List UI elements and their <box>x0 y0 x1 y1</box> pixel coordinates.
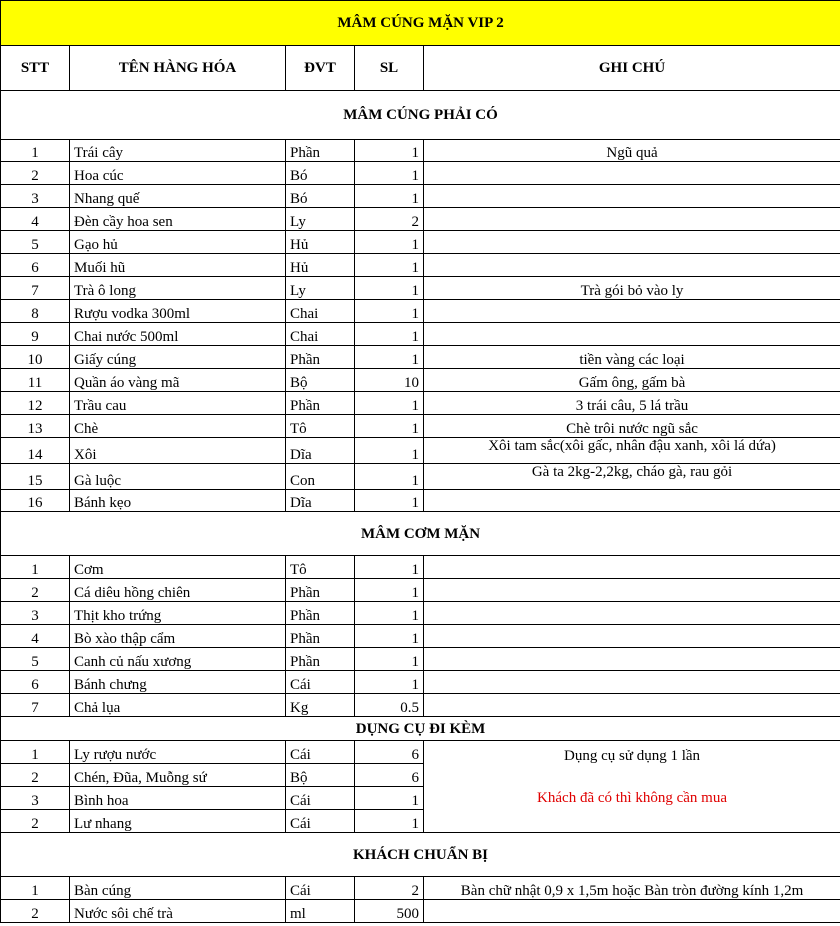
table-row <box>1 900 840 923</box>
cell-unit[interactable]: Hủ <box>286 254 355 277</box>
cell-stt[interactable]: 1 <box>1 877 70 900</box>
cell-qty[interactable]: 1 <box>355 254 424 277</box>
cell-qty[interactable]: 1 <box>355 300 424 323</box>
cell-name[interactable]: Quần áo vàng mã <box>70 369 286 392</box>
cell-unit[interactable]: Bó <box>286 162 355 185</box>
cell-name[interactable]: Cơm <box>70 556 286 579</box>
cell-qty[interactable]: 1 <box>355 185 424 208</box>
cell-stt[interactable]: 1 <box>1 556 70 579</box>
cell-name[interactable]: Thịt kho trứng <box>70 602 286 625</box>
cell-name[interactable]: Trầu cau <box>70 392 286 415</box>
cell-stt[interactable]: 16 <box>1 490 70 512</box>
cell-qty[interactable]: 1 <box>355 810 424 833</box>
cell-name[interactable]: Hoa cúc <box>70 162 286 185</box>
cell-name[interactable]: Bánh kẹo <box>70 490 286 512</box>
cell-stt[interactable]: 6 <box>1 671 70 694</box>
sheet-title[interactable]: MÂM CÚNG MẶN VIP 2 <box>1 1 840 46</box>
cell-stt[interactable]: 1 <box>1 741 70 764</box>
cell-unit[interactable]: Ly <box>286 277 355 300</box>
cell-unit[interactable]: Con <box>286 464 355 490</box>
table-row <box>1 671 840 694</box>
cell-qty[interactable]: 1 <box>355 490 424 512</box>
merged-note-red[interactable]: Khách đã có thì không cần mua <box>424 764 840 833</box>
cell-stt[interactable]: 6 <box>1 254 70 277</box>
cell-name[interactable]: Trà ô long <box>70 277 286 300</box>
header-stt[interactable]: STT <box>1 46 70 91</box>
cell-note[interactable] <box>424 900 840 923</box>
cell-stt[interactable]: 5 <box>1 648 70 671</box>
cell-stt[interactable]: 2 <box>1 162 70 185</box>
section-heading[interactable]: DỤNG CỤ ĐI KÈM <box>1 717 840 741</box>
table-row <box>1 556 840 579</box>
cell-unit[interactable]: Dĩa <box>286 438 355 464</box>
cell-unit[interactable]: Hủ <box>286 231 355 254</box>
table-row <box>1 140 840 162</box>
cell-name[interactable]: Bàn cúng <box>70 877 286 900</box>
cell-note[interactable] <box>424 556 840 579</box>
cell-name[interactable]: Canh củ nấu xương <box>70 648 286 671</box>
table-row <box>1 764 840 787</box>
cell-qty[interactable]: 1 <box>355 323 424 346</box>
cell-name[interactable]: Chai nước 500ml <box>70 323 286 346</box>
header-note[interactable]: GHI CHÚ <box>424 46 840 91</box>
cell-unit[interactable]: Cái <box>286 787 355 810</box>
table-row <box>1 415 840 438</box>
cell-qty[interactable]: 1 <box>355 579 424 602</box>
cell-name[interactable]: Nhang quế <box>70 185 286 208</box>
cell-note[interactable] <box>424 300 840 323</box>
table-row <box>1 208 840 231</box>
cell-qty[interactable]: 1 <box>355 787 424 810</box>
cell-stt[interactable]: 5 <box>1 231 70 254</box>
cell-unit[interactable]: Phần <box>286 602 355 625</box>
cell-unit[interactable]: Ly <box>286 208 355 231</box>
cell-stt[interactable]: 10 <box>1 346 70 369</box>
cell-note[interactable] <box>424 254 840 277</box>
table-row <box>1 231 840 254</box>
cell-unit[interactable]: Chai <box>286 300 355 323</box>
cell-note[interactable] <box>424 208 840 231</box>
cell-name[interactable]: Lư nhang <box>70 810 286 833</box>
table-row <box>1 579 840 602</box>
cell-unit[interactable]: Phần <box>286 648 355 671</box>
table-row <box>1 185 840 208</box>
cell-name[interactable]: Chả lụa <box>70 694 286 717</box>
cell-name[interactable]: Ly rượu nước <box>70 741 286 764</box>
cell-qty[interactable]: 0.5 <box>355 694 424 717</box>
cell-qty[interactable]: 1 <box>355 464 424 490</box>
cell-unit[interactable]: Cái <box>286 810 355 833</box>
cell-note[interactable]: Trà gói bỏ vào ly <box>424 277 840 300</box>
cell-qty[interactable]: 1 <box>355 231 424 254</box>
section-heading[interactable]: KHÁCH CHUẨN BỊ <box>1 833 840 877</box>
cell-note[interactable] <box>424 671 840 694</box>
table-row <box>1 277 840 300</box>
cell-unit[interactable]: Phần <box>286 392 355 415</box>
cell-stt[interactable]: 13 <box>1 415 70 438</box>
cell-name[interactable]: Chè <box>70 415 286 438</box>
cell-name[interactable]: Muối hũ <box>70 254 286 277</box>
cell-note[interactable] <box>424 625 840 648</box>
header-name[interactable]: TÊN HÀNG HÓA <box>70 46 286 91</box>
cell-stt[interactable]: 7 <box>1 694 70 717</box>
cell-note[interactable]: 3 trái câu, 5 lá trầu <box>424 392 840 415</box>
cell-stt[interactable]: 4 <box>1 208 70 231</box>
cell-stt[interactable]: 3 <box>1 185 70 208</box>
cell-stt[interactable]: 8 <box>1 300 70 323</box>
cell-stt[interactable]: 3 <box>1 602 70 625</box>
cell-qty[interactable]: 1 <box>355 556 424 579</box>
cell-qty[interactable]: 1 <box>355 671 424 694</box>
cell-qty[interactable]: 1 <box>355 602 424 625</box>
cell-qty[interactable]: 1 <box>355 438 424 464</box>
table-row <box>1 323 840 346</box>
cell-note[interactable]: Gà ta 2kg-2,2kg, cháo gà, rau gỏi <box>424 464 840 490</box>
cell-stt[interactable]: 14 <box>1 438 70 464</box>
cell-stt[interactable]: 7 <box>1 277 70 300</box>
header-unit[interactable]: ĐVT <box>286 46 355 91</box>
cell-unit[interactable]: Tô <box>286 556 355 579</box>
cell-qty[interactable]: 500 <box>355 900 424 923</box>
cell-stt[interactable]: 2 <box>1 810 70 833</box>
cell-note[interactable]: tiền vàng các loại <box>424 346 840 369</box>
cell-unit[interactable]: Cái <box>286 671 355 694</box>
cell-note[interactable] <box>424 185 840 208</box>
cell-note[interactable] <box>424 323 840 346</box>
cell-stt[interactable]: 4 <box>1 625 70 648</box>
cell-name[interactable]: Giấy cúng <box>70 346 286 369</box>
cell-unit[interactable]: Chai <box>286 323 355 346</box>
header-qty[interactable]: SL <box>355 46 424 91</box>
cell-unit[interactable]: Kg <box>286 694 355 717</box>
cell-stt[interactable]: 12 <box>1 392 70 415</box>
cell-note[interactable]: Bàn chữ nhật 0,9 x 1,5m hoặc Bàn tròn đường kính 1,2m <box>424 877 840 900</box>
table-row <box>1 648 840 671</box>
cell-qty[interactable]: 6 <box>355 741 424 764</box>
cell-name[interactable]: Cá diêu hồng chiên <box>70 579 286 602</box>
cell-stt[interactable]: 2 <box>1 579 70 602</box>
table-row <box>1 741 840 764</box>
cell-qty[interactable]: 1 <box>355 277 424 300</box>
cell-unit[interactable]: Bó <box>286 185 355 208</box>
cell-qty[interactable]: 1 <box>355 162 424 185</box>
cell-stt[interactable]: 1 <box>1 140 70 162</box>
cell-stt[interactable]: 3 <box>1 787 70 810</box>
cell-qty[interactable]: 1 <box>355 625 424 648</box>
cell-stt[interactable]: 2 <box>1 900 70 923</box>
cell-unit[interactable]: ml <box>286 900 355 923</box>
cell-unit[interactable]: Phần <box>286 346 355 369</box>
cell-note[interactable]: Dụng cụ sử dụng 1 lần <box>424 741 840 764</box>
cell-unit[interactable]: Tô <box>286 415 355 438</box>
cell-note[interactable]: Chè trôi nước ngũ sắc <box>424 415 840 438</box>
cell-qty[interactable]: 1 <box>355 648 424 671</box>
cell-name[interactable]: Gạo hủ <box>70 231 286 254</box>
cell-note[interactable] <box>424 490 840 512</box>
table-row <box>1 490 840 512</box>
cell-name[interactable]: Bánh chưng <box>70 671 286 694</box>
section-heading[interactable]: MÂM CƠM MẶN <box>1 512 840 556</box>
cell-name[interactable]: Trái cây <box>70 140 286 162</box>
cell-note[interactable]: Xôi tam sắc(xôi gấc, nhân đậu xanh, xôi lá dứa) <box>424 438 840 464</box>
table-row <box>1 369 840 392</box>
cell-note[interactable]: Ngũ quả <box>424 140 840 162</box>
cell-qty[interactable]: 1 <box>355 346 424 369</box>
cell-qty[interactable]: 10 <box>355 369 424 392</box>
table-row <box>1 346 840 369</box>
cell-stt[interactable]: 9 <box>1 323 70 346</box>
cell-unit[interactable]: Phần <box>286 579 355 602</box>
table-row <box>1 392 840 415</box>
cell-unit[interactable]: Dĩa <box>286 490 355 512</box>
cell-unit[interactable]: Phần <box>286 625 355 648</box>
table-row <box>1 877 840 900</box>
cell-unit[interactable]: Cái <box>286 877 355 900</box>
cell-qty[interactable]: 1 <box>355 140 424 162</box>
cell-note[interactable] <box>424 694 840 717</box>
table-row <box>1 300 840 323</box>
cell-stt[interactable]: 15 <box>1 464 70 490</box>
cell-note[interactable] <box>424 602 840 625</box>
table-row <box>1 694 840 717</box>
cell-name[interactable]: Đèn cầy hoa sen <box>70 208 286 231</box>
cell-qty[interactable]: 1 <box>355 392 424 415</box>
cell-note[interactable] <box>424 231 840 254</box>
cell-name[interactable]: Gà luộc <box>70 464 286 490</box>
cell-stt[interactable]: 2 <box>1 764 70 787</box>
header-row <box>1 46 840 91</box>
cell-unit[interactable]: Bộ <box>286 369 355 392</box>
cell-note[interactable] <box>424 579 840 602</box>
cell-qty[interactable]: 2 <box>355 877 424 900</box>
cell-name[interactable]: Xôi <box>70 438 286 464</box>
table-row <box>1 602 840 625</box>
cell-name[interactable]: Bò xào thập cẩm <box>70 625 286 648</box>
section-heading[interactable]: MÂM CÚNG PHẢI CÓ <box>1 91 840 140</box>
cell-unit[interactable]: Cái <box>286 741 355 764</box>
table-row <box>1 438 840 464</box>
cell-note[interactable] <box>424 162 840 185</box>
cell-note[interactable]: Gấm ông, gấm bà <box>424 369 840 392</box>
table-row <box>1 625 840 648</box>
cell-name[interactable]: Bình hoa <box>70 787 286 810</box>
cell-name[interactable]: Nước sôi chế trà <box>70 900 286 923</box>
cell-unit[interactable]: Bộ <box>286 764 355 787</box>
cell-note[interactable] <box>424 648 840 671</box>
cell-name[interactable]: Chén, Đũa, Muỗng sứ <box>70 764 286 787</box>
cell-unit[interactable]: Phần <box>286 140 355 162</box>
cell-stt[interactable]: 11 <box>1 369 70 392</box>
cell-name[interactable]: Rượu vodka 300ml <box>70 300 286 323</box>
cell-qty[interactable]: 6 <box>355 764 424 787</box>
table-row <box>1 254 840 277</box>
cell-qty[interactable]: 1 <box>355 415 424 438</box>
cell-qty[interactable]: 2 <box>355 208 424 231</box>
table-row <box>1 162 840 185</box>
table-row <box>1 464 840 490</box>
